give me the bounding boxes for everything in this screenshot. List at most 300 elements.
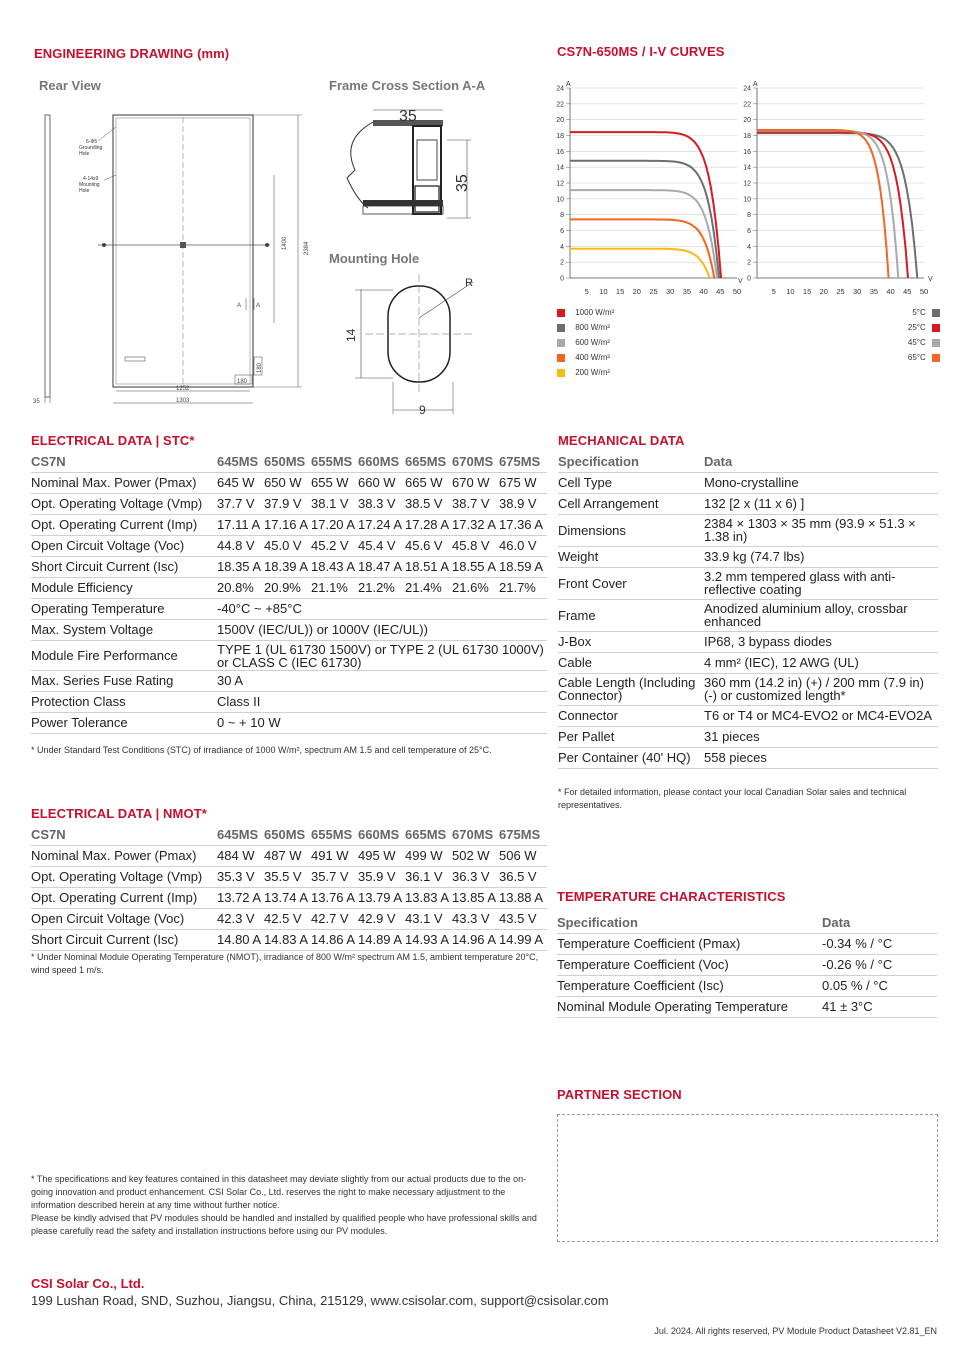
row-value: 499 W xyxy=(405,845,452,866)
x-tick-label: 50 xyxy=(732,287,742,296)
mh-radius: R xyxy=(465,277,473,289)
disclaimer xyxy=(31,1173,546,1238)
x-tick-label: 35 xyxy=(869,287,879,296)
legend-item-5c: 5°C xyxy=(870,308,940,323)
y-tick-label: 10 xyxy=(556,196,564,204)
row-value: 21.6% xyxy=(452,577,499,598)
x-tick-label: 25 xyxy=(649,287,658,296)
row-value: 502 W xyxy=(452,845,499,866)
disclaimer-p2: Please be kindly advised that PV modules should be handled and installed by qualified people who have professional skills and please carefully read the safety and installation instructions before using our PV modules. xyxy=(31,1213,537,1236)
y-tick-label: 4 xyxy=(560,243,564,251)
row-value: 18.47 A xyxy=(358,556,405,577)
row-value: Anodized aluminium alloy, crossbar enhanced xyxy=(704,599,938,631)
y-tick-label: 14 xyxy=(743,164,751,172)
cs-dim-height: 35 xyxy=(454,174,471,192)
dim-180-b: 180 xyxy=(257,362,263,373)
row-value: 675 W xyxy=(499,472,547,493)
table-row xyxy=(31,619,547,640)
y-tick-label: 10 xyxy=(743,196,751,204)
y-tick-label: 8 xyxy=(747,212,751,220)
row-value: Class II xyxy=(217,691,547,712)
row-label: Module Efficiency xyxy=(31,577,217,598)
header-cell: Data xyxy=(822,912,937,933)
x-tick-label: 50 xyxy=(919,287,929,296)
row-value: 487 W xyxy=(264,845,311,866)
table-row xyxy=(557,933,937,954)
y-tick-label: 0 xyxy=(560,275,564,283)
mounting-label-1: 4-14x9 xyxy=(83,176,99,182)
row-value: 17.36 A xyxy=(499,514,547,535)
x-tick-label: 40 xyxy=(699,287,708,296)
x-tick-label: 20 xyxy=(819,287,828,296)
row-label: Short Circuit Current (Isc) xyxy=(31,929,217,950)
row-value: 655 W xyxy=(311,472,358,493)
mark-a2: A xyxy=(256,303,261,309)
row-value: 30 A xyxy=(217,670,547,691)
row-label: Opt. Operating Voltage (Vmp) xyxy=(31,866,217,887)
grounding-label-1: 6-Φ5 xyxy=(86,139,98,145)
row-value: 18.55 A xyxy=(452,556,499,577)
row-value: 0 ~ + 10 W xyxy=(217,712,547,733)
table-header-row xyxy=(31,451,547,472)
x-tick-label: 5 xyxy=(584,287,589,296)
row-value: 42.5 V xyxy=(264,908,311,929)
iv-curves-title: CS7N-650MS / I-V CURVES xyxy=(557,44,725,59)
header-cell: 660MS xyxy=(358,451,405,472)
row-label: Nominal Max. Power (Pmax) xyxy=(31,845,217,866)
legend-item-25c: 25°C xyxy=(870,323,940,338)
row-label: Open Circuit Voltage (Voc) xyxy=(31,908,217,929)
header-cell: 675MS xyxy=(499,451,547,472)
row-value: 360 mm (14.2 in) (+) / 200 mm (7.9 in) (-) or customized length* xyxy=(704,673,938,705)
curve-600wm xyxy=(570,190,717,278)
table-row xyxy=(31,929,547,950)
table-row xyxy=(31,908,547,929)
row-value: 37.9 V xyxy=(264,493,311,514)
x-tick-label: 30 xyxy=(666,287,675,296)
row-value: 1500V (IEC/UL)) or 1000V (IEC/UL)) xyxy=(217,619,547,640)
header-cell: 660MS xyxy=(358,824,405,845)
legend-swatch-65c xyxy=(932,354,940,362)
legend-item-400: 400 W/m² xyxy=(557,353,657,368)
table-row xyxy=(31,887,547,908)
partner-box xyxy=(557,1114,938,1242)
table-row xyxy=(31,845,547,866)
table-row xyxy=(558,599,938,631)
row-label: Protection Class xyxy=(31,691,217,712)
x-tick-label: 20 xyxy=(632,287,641,296)
nmot-note: * Under Nominal Module Operating Temperature (NMOT), irradiance of 800 W/m² spectrum AM 1.5, ambient temperature 20°C, wind speed 1 m/s. xyxy=(31,952,539,975)
rear-view-label: Rear View xyxy=(39,78,101,93)
table-header-row xyxy=(558,451,938,472)
table-row xyxy=(558,514,938,546)
row-value: 13.72 A xyxy=(217,887,264,908)
row-value: -40°C ~ +85°C xyxy=(217,598,547,619)
x-tick-label: 45 xyxy=(903,287,912,296)
row-label: Per Container (40' HQ) xyxy=(558,747,704,768)
row-label: Max. System Voltage xyxy=(31,619,217,640)
row-value: 21.7% xyxy=(499,577,547,598)
row-label: Nominal Module Operating Temperature xyxy=(557,996,822,1017)
x-tick-label: 10 xyxy=(786,287,795,296)
row-value: 4 mm² (IEC), 12 AWG (UL) xyxy=(704,652,938,673)
row-value: 18.43 A xyxy=(311,556,358,577)
header-cell: CS7N xyxy=(31,824,217,845)
temperature-table xyxy=(557,912,937,1018)
table-row xyxy=(558,472,938,493)
y-tick-label: 0 xyxy=(747,275,751,283)
row-label: Cable Length (Including Connector) xyxy=(558,673,704,705)
row-value: 43.5 V xyxy=(499,908,547,929)
y-tick-label: 22 xyxy=(556,101,564,109)
x-tick-label: 35 xyxy=(682,287,692,296)
row-value: 21.4% xyxy=(405,577,452,598)
cross-section-label: Frame Cross Section A-A xyxy=(329,78,486,93)
row-value: 13.83 A xyxy=(405,887,452,908)
row-value: 13.74 A xyxy=(264,887,311,908)
table-header-row xyxy=(31,824,547,845)
row-value: 491 W xyxy=(311,845,358,866)
row-value: 670 W xyxy=(452,472,499,493)
y-tick-label: 16 xyxy=(556,148,564,156)
table-row xyxy=(558,631,938,652)
header-cell: 670MS xyxy=(452,824,499,845)
row-value: 42.7 V xyxy=(311,908,358,929)
row-value: 37.7 V xyxy=(217,493,264,514)
row-value: 45.4 V xyxy=(358,535,405,556)
y-tick-label: 6 xyxy=(747,228,751,235)
table-row xyxy=(31,670,547,691)
mounting-label-3: Hole xyxy=(79,188,90,194)
axis-unit-v: V xyxy=(928,276,933,283)
row-label: Nominal Max. Power (Pmax) xyxy=(31,472,217,493)
row-value: 14.89 A xyxy=(358,929,405,950)
row-value: 13.79 A xyxy=(358,887,405,908)
row-value: IP68, 3 bypass diodes xyxy=(704,631,938,652)
header-cell: Specification xyxy=(557,912,822,933)
y-tick-label: 4 xyxy=(747,243,751,251)
footer-copyright: Jul. 2024. All rights reserved, PV Module Product Datasheet V2.81_EN xyxy=(654,1326,937,1336)
row-value: 495 W xyxy=(358,845,405,866)
row-label: Connector xyxy=(558,705,704,726)
x-tick-label: 40 xyxy=(886,287,895,296)
row-label: Weight xyxy=(558,546,704,567)
row-value: 17.24 A xyxy=(358,514,405,535)
row-value: 45.6 V xyxy=(405,535,452,556)
footer-address: 199 Lushan Road, SND, Suzhou, Jiangsu, China, 215129, www.csisolar.com, support@csisolar.com xyxy=(31,1293,609,1308)
footer-company: CSI Solar Co., Ltd. xyxy=(31,1276,145,1291)
row-value: 21.2% xyxy=(358,577,405,598)
dim-180-a: 180 xyxy=(237,379,248,385)
table-row xyxy=(31,556,547,577)
row-label: Frame xyxy=(558,599,704,631)
row-value: 21.1% xyxy=(311,577,358,598)
row-value: 45.0 V xyxy=(264,535,311,556)
nmot-table xyxy=(31,824,547,951)
row-value: 14.80 A xyxy=(217,929,264,950)
row-label: Cell Arrangement xyxy=(558,493,704,514)
row-value: 18.39 A xyxy=(264,556,311,577)
y-tick-label: 24 xyxy=(556,85,564,93)
mechanical-note: * For detailed information, please contact your local Canadian Solar sales and technical representatives. xyxy=(558,787,907,810)
row-value: 484 W xyxy=(217,845,264,866)
row-value: 14.83 A xyxy=(264,929,311,950)
row-label: Temperature Coefficient (Isc) xyxy=(557,975,822,996)
row-value: 17.11 A xyxy=(217,514,264,535)
row-value: 660 W xyxy=(358,472,405,493)
mounting-label-2: Mounting xyxy=(79,182,100,188)
header-cell: 665MS xyxy=(405,451,452,472)
y-tick-label: 18 xyxy=(743,133,751,140)
row-value: 18.59 A xyxy=(499,556,547,577)
row-value: 17.28 A xyxy=(405,514,452,535)
table-row xyxy=(558,747,938,768)
row-label: Opt. Operating Current (Imp) xyxy=(31,514,217,535)
table-row xyxy=(558,673,938,705)
stc-note: * Under Standard Test Conditions (STC) of irradiance of 1000 W/m², spectrum AM 1.5 and cell temperature of 25°C. xyxy=(31,745,492,755)
row-value: 38.1 V xyxy=(311,493,358,514)
row-value: T6 or T4 or MC4-EVO2 or MC4-EVO2A xyxy=(704,705,938,726)
row-value: 42.3 V xyxy=(217,908,264,929)
table-row xyxy=(558,567,938,599)
legend-item-600: 600 W/m² xyxy=(557,338,657,353)
row-value: TYPE 1 (UL 61730 1500V) or TYPE 2 (UL 61730 1000V) or CLASS C (IEC 61730) xyxy=(217,640,547,670)
dim-2384: 2384 xyxy=(304,241,310,255)
mark-a1: A xyxy=(237,303,242,309)
partner-title: PARTNER SECTION xyxy=(557,1087,682,1102)
row-value: 13.76 A xyxy=(311,887,358,908)
row-value: 14.96 A xyxy=(452,929,499,950)
row-value: 31 pieces xyxy=(704,726,938,747)
row-value: 33.9 kg (74.7 lbs) xyxy=(704,546,938,567)
row-value: 645 W xyxy=(217,472,264,493)
y-tick-label: 12 xyxy=(556,180,564,188)
row-value: 14.86 A xyxy=(311,929,358,950)
table-row xyxy=(558,493,938,514)
row-label: Temperature Coefficient (Pmax) xyxy=(557,933,822,954)
mechanical-title: MECHANICAL DATA xyxy=(558,433,685,448)
row-value: -0.34 % / °C xyxy=(822,933,937,954)
y-tick-label: 22 xyxy=(743,101,751,109)
legend-item-65c: 65°C xyxy=(870,353,940,368)
mounting-hole-drawing xyxy=(333,272,493,420)
irradiance-legend xyxy=(557,308,657,383)
row-value: 18.51 A xyxy=(405,556,452,577)
y-tick-label: 2 xyxy=(560,259,564,267)
y-tick-label: 2 xyxy=(747,259,751,267)
dim-1303: 1303 xyxy=(176,398,190,404)
y-tick-label: 16 xyxy=(743,148,751,156)
table-row xyxy=(31,514,547,535)
table-row xyxy=(558,705,938,726)
row-label: Cell Type xyxy=(558,472,704,493)
row-label: Module Fire Performance xyxy=(31,640,217,670)
row-label: Temperature Coefficient (Voc) xyxy=(557,954,822,975)
y-tick-label: 12 xyxy=(743,180,751,188)
curve-65c xyxy=(757,130,889,278)
row-label: Per Pallet xyxy=(558,726,704,747)
table-header-row xyxy=(557,912,937,933)
axis-unit-v: V xyxy=(738,278,743,285)
legend-item-800: 800 W/m² xyxy=(557,323,657,338)
header-cell: 665MS xyxy=(405,824,452,845)
row-value: 45.2 V xyxy=(311,535,358,556)
row-value: 36.3 V xyxy=(452,866,499,887)
header-cell: 675MS xyxy=(499,824,547,845)
y-tick-label: 8 xyxy=(560,212,564,220)
curve-45c xyxy=(757,131,898,278)
row-value: Mono-crystalline xyxy=(704,472,938,493)
stc-title: ELECTRICAL DATA | STC* xyxy=(31,433,195,448)
row-value: 35.7 V xyxy=(311,866,358,887)
table-row xyxy=(31,535,547,556)
header-cell: 655MS xyxy=(311,451,358,472)
legend-swatch-45c xyxy=(932,339,940,347)
table-row xyxy=(31,712,547,733)
cs-dim-width: 35 xyxy=(399,108,417,125)
x-tick-label: 15 xyxy=(802,287,812,296)
y-tick-label: 14 xyxy=(556,164,564,172)
legend-item-200: 200 W/m² xyxy=(557,368,657,383)
legend-swatch-600 xyxy=(557,339,565,347)
disclaimer-p1: * The specifications and key features contained in this datasheet may deviate slightly from our actual products due to the on-going innovation and product enhancement. CSI Solar Co., Ltd. reserves the right to make necessary adjustment to the information described herein at any time without further notice. xyxy=(31,1174,527,1210)
engineering-title: ENGINEERING DRAWING (mm) xyxy=(34,46,230,61)
row-value: 42.9 V xyxy=(358,908,405,929)
rear-view-drawing xyxy=(30,105,320,410)
grounding-label-2: Grounding xyxy=(79,145,103,151)
dim-1400: 1400 xyxy=(282,236,288,250)
header-cell: Data xyxy=(704,451,938,472)
row-value: 41 ± 3°C xyxy=(822,996,937,1017)
row-value: 20.9% xyxy=(264,577,311,598)
row-value: 17.16 A xyxy=(264,514,311,535)
table-row xyxy=(558,726,938,747)
header-cell: Specification xyxy=(558,451,704,472)
row-value: 43.1 V xyxy=(405,908,452,929)
legend-item-45c: 45°C xyxy=(870,338,940,353)
dim-35-side: 35 xyxy=(33,399,40,405)
x-tick-label: 5 xyxy=(771,287,776,296)
row-value: 43.3 V xyxy=(452,908,499,929)
table-row xyxy=(558,546,938,567)
y-tick-label: 18 xyxy=(556,133,564,140)
y-tick-label: 20 xyxy=(556,117,564,125)
row-label: Front Cover xyxy=(558,567,704,599)
axis-unit-a: A xyxy=(566,81,571,88)
table-row xyxy=(31,493,547,514)
row-value: 20.8% xyxy=(217,577,264,598)
legend-swatch-5c xyxy=(932,309,940,317)
curve-25c xyxy=(757,132,908,278)
curve-5c xyxy=(757,133,917,278)
temperature-legend xyxy=(870,308,940,368)
iv-curves-chart xyxy=(540,60,950,305)
table-row xyxy=(31,691,547,712)
row-value: 45.8 V xyxy=(452,535,499,556)
row-value: 665 W xyxy=(405,472,452,493)
table-row xyxy=(31,472,547,493)
header-cell: 645MS xyxy=(217,451,264,472)
row-value: 38.7 V xyxy=(452,493,499,514)
row-value: 36.1 V xyxy=(405,866,452,887)
header-cell: 650MS xyxy=(264,451,311,472)
row-value: 2384 × 1303 × 35 mm (93.9 × 51.3 × 1.38 in) xyxy=(704,514,938,546)
cross-section-drawing xyxy=(333,100,483,230)
row-value: 0.05 % / °C xyxy=(822,975,937,996)
nmot-title: ELECTRICAL DATA | NMOT* xyxy=(31,806,207,821)
stc-table xyxy=(31,451,547,734)
y-tick-label: 20 xyxy=(743,117,751,125)
row-value: 35.5 V xyxy=(264,866,311,887)
legend-item-1000: 1000 W/m² xyxy=(557,308,657,323)
row-value: 14.99 A xyxy=(499,929,547,950)
legend-swatch-25c xyxy=(932,324,940,332)
table-row xyxy=(31,866,547,887)
row-value: 36.5 V xyxy=(499,866,547,887)
row-value: 14.93 A xyxy=(405,929,452,950)
legend-swatch-1000 xyxy=(557,309,565,317)
row-value: 17.32 A xyxy=(452,514,499,535)
header-cell: CS7N xyxy=(31,451,217,472)
grounding-label-3: Hole xyxy=(79,151,90,157)
row-value: 17.20 A xyxy=(311,514,358,535)
row-label: Dimensions xyxy=(558,514,704,546)
temperature-title: TEMPERATURE CHARACTERISTICS xyxy=(557,889,786,904)
legend-swatch-200 xyxy=(557,369,565,377)
legend-swatch-400 xyxy=(557,354,565,362)
row-label: Max. Series Fuse Rating xyxy=(31,670,217,691)
x-tick-label: 25 xyxy=(836,287,845,296)
row-value: 3.2 mm tempered glass with anti-reflective coating xyxy=(704,567,938,599)
row-label: Opt. Operating Voltage (Vmp) xyxy=(31,493,217,514)
row-value: 18.35 A xyxy=(217,556,264,577)
row-label: Open Circuit Voltage (Voc) xyxy=(31,535,217,556)
row-value: 650 W xyxy=(264,472,311,493)
table-row xyxy=(31,598,547,619)
row-label: Short Circuit Current (Isc) xyxy=(31,556,217,577)
mh-dim-9: 9 xyxy=(419,403,426,417)
mh-dim-14: 14 xyxy=(344,328,358,342)
row-value: 506 W xyxy=(499,845,547,866)
row-value: 13.85 A xyxy=(452,887,499,908)
row-value: 38.9 V xyxy=(499,493,547,514)
dim-1252: 1252 xyxy=(176,386,190,392)
row-value: 558 pieces xyxy=(704,747,938,768)
header-cell: 650MS xyxy=(264,824,311,845)
row-value: 35.3 V xyxy=(217,866,264,887)
row-value: 13.88 A xyxy=(499,887,547,908)
row-value: 44.8 V xyxy=(217,535,264,556)
table-row xyxy=(557,954,937,975)
axis-unit-a: A xyxy=(753,81,758,88)
header-cell: 655MS xyxy=(311,824,358,845)
header-cell: 645MS xyxy=(217,824,264,845)
y-tick-label: 6 xyxy=(560,228,564,235)
row-value: 38.5 V xyxy=(405,493,452,514)
row-label: J-Box xyxy=(558,631,704,652)
table-row xyxy=(31,640,547,670)
y-tick-label: 24 xyxy=(743,85,751,93)
row-value: 35.9 V xyxy=(358,866,405,887)
table-row xyxy=(558,652,938,673)
row-value: 132 [2 x (11 x 6) ] xyxy=(704,493,938,514)
row-label: Power Tolerance xyxy=(31,712,217,733)
table-row xyxy=(31,577,547,598)
row-value: 38.3 V xyxy=(358,493,405,514)
table-row xyxy=(557,996,937,1017)
legend-swatch-800 xyxy=(557,324,565,332)
curve-200wm xyxy=(570,249,710,278)
